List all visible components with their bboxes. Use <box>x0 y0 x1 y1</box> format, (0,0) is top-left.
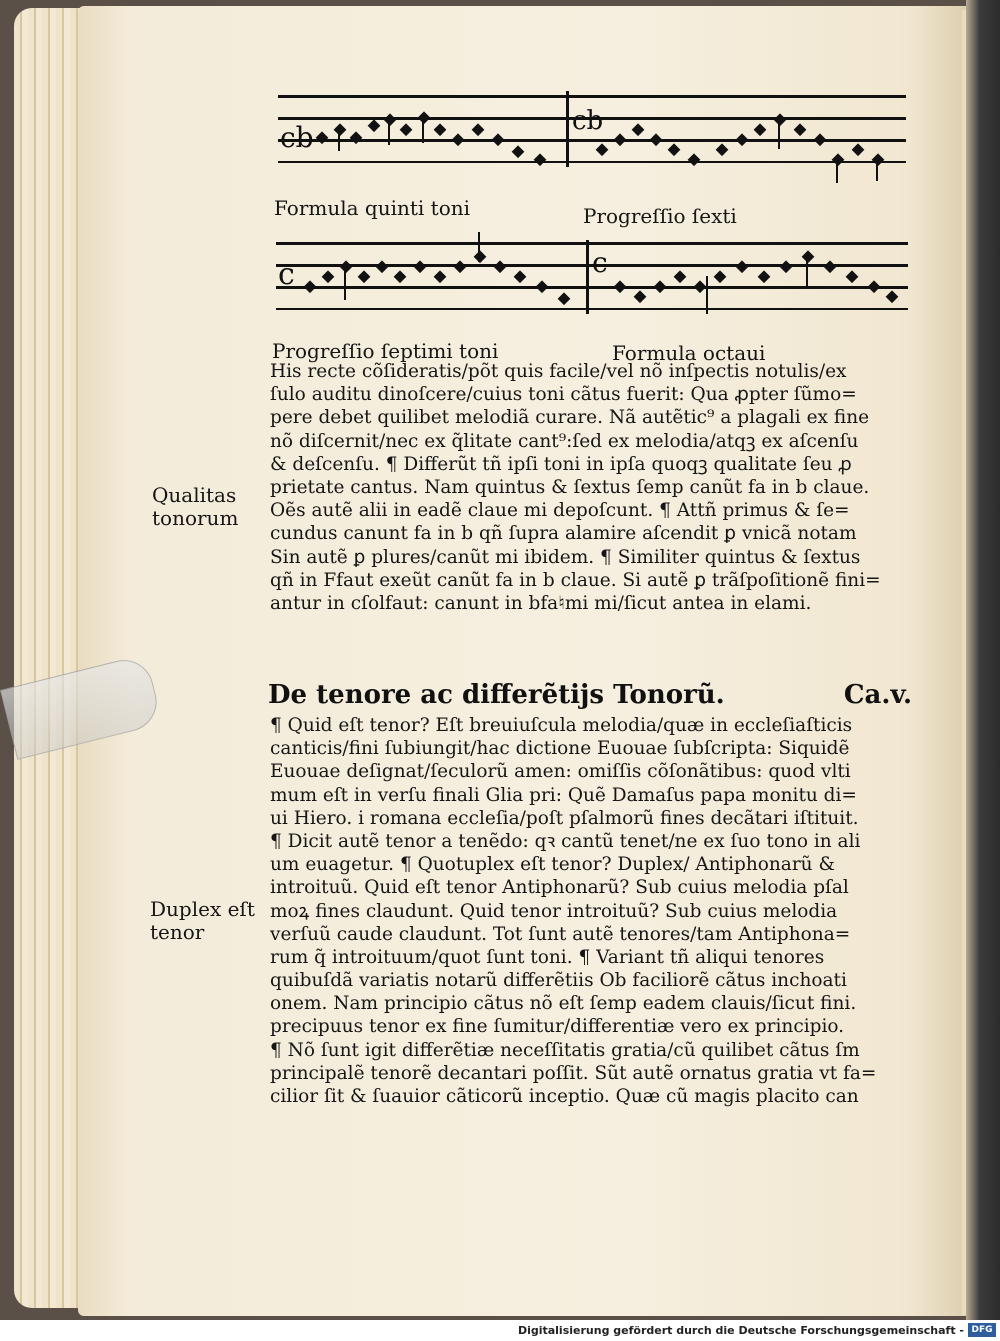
text-line: onem. Nam principio cãtus nõ eſt ſemp eadem clauis/ſicut fini. <box>270 993 857 1015</box>
body-paragraph-2 <box>270 714 910 1108</box>
text-line: cundus canunt fa in b qñ ſupra alamire aſcendit ꝑ vnicã notam <box>270 523 857 545</box>
music-label: Progreſſio ſexti <box>583 204 737 228</box>
dfg-logo: DFG <box>968 1323 996 1337</box>
svg-text:cb: cb <box>572 106 604 136</box>
music-staff-2 <box>276 242 908 310</box>
margin-note-qualitas <box>152 484 238 530</box>
text-line: ¶ Dicit autẽ tenor a tenẽdo: qꝛ cantũ tenet/ne ex ſuo tono in ali <box>270 830 861 852</box>
text-line: qñ in Ffaut exeũt canũt fa in b claue. Si autẽ ꝑ trãſpoſitionẽ fini= <box>270 569 881 591</box>
music-staff-1 <box>278 95 906 163</box>
svg-text:c: c <box>278 257 295 292</box>
svg-text:cb: cb <box>280 121 314 154</box>
text-line: nõ diſcernit/nec ex q̃litate cant⁹:ſed ex melodia/atqꝫ ex aſcenſu <box>270 430 859 452</box>
text-line: antur in cſolfaut: canunt in bfa♮mi mi/ſicut antea in elami. <box>270 592 812 614</box>
text-line: pere debet quilibet melodiã curare. Nã autẽtic⁹ a plagali ex fine <box>270 407 870 429</box>
footer-credit: Digitalisierung gefördert durch die Deutsche Forschungsgemeinschaft - <box>517 1324 964 1337</box>
book-page <box>78 6 980 1316</box>
music-label: Formula octaui <box>612 341 766 365</box>
text-line: moꝝ fines claudunt. Quid tenor introituũ? Sub cuius melodia <box>270 900 838 922</box>
text-line: Euouae deſignat/ſeculorũ amen: omiſſis cõſonãtibus: quod vlti <box>270 761 851 783</box>
text-line: um euagetur. ¶ Quotuplex eſt tenor? Duplex/ Antiphonarũ & <box>270 854 835 876</box>
text-line: cilior ſit & ſuauior cãticorũ inceptio. Quæ cũ magis placito can <box>270 1086 859 1107</box>
body-paragraph-1 <box>270 360 910 615</box>
music-label: Formula quinti toni <box>274 196 471 220</box>
neume-notation <box>276 242 908 310</box>
text-line: Oẽs autẽ alii in eadẽ claue mi depoſcunt. ¶ Attñ primus & ſe= <box>270 500 850 522</box>
music-label: Progreſſio ſeptimi toni <box>272 339 499 363</box>
text-line: mum eſt in verſu finali Glia pri: Quẽ Damaſus papa monitu di= <box>270 784 857 806</box>
chapter-heading <box>268 680 912 710</box>
text-line: ſulo auditu dinoſcere/cuius toni cãtus fuerit: Qua ꝓpter ſũmo= <box>270 384 857 406</box>
text-line: introituũ. Quid eſt tenor Antiphonarũ? Sub cuius melodia pſal <box>270 877 849 899</box>
svg-text:c: c <box>592 246 608 279</box>
text-line: Sin autẽ ꝑ plures/canũt mi ibidem. ¶ Similiter quintus & ſextus <box>270 546 861 568</box>
text-line: ui Hiero. i romana eccleſia/poſt pſalmorũ fines decãtari iſtituit. <box>270 807 859 829</box>
text-line: rum q̃ introituum/quot ſunt toni. ¶ Variant tñ aliqui tenores <box>270 946 825 968</box>
chapter-title: De tenore ac differẽtijs Tonorũ. <box>268 680 725 710</box>
text-line: quibuſdã variatis notarũ differẽtiis Ob faciliorẽ cãtus inchoati <box>270 970 847 992</box>
text-line: & deſcenſu. ¶ Differũt tñ ipſi toni in ipſa quoqꝫ qualitate ſeu ꝓ <box>270 453 852 475</box>
text-line: verſuũ caude claudunt. Tot ſunt autẽ tenores/tam Antiphona= <box>270 923 851 945</box>
text-line: precipuus tenor ex fine ſumitur/differentiæ vero ex principio. <box>270 1016 845 1038</box>
margin-note-line: Qualitas <box>152 483 237 507</box>
chapter-number: Ca.v. <box>843 680 912 710</box>
text-line: ¶ Quid eſt tenor? Eſt breuiuſcula melodia/quæ in eccleſiaſticis <box>270 715 853 736</box>
text-line: canticis/fini ſubiungit/hac dictione Euouae ſubſcripta: Siquidẽ <box>270 738 850 760</box>
margin-note-duplex <box>150 898 255 944</box>
book-binding <box>966 0 1000 1320</box>
neume-notation <box>278 95 906 163</box>
margin-note-line: tonorum <box>152 506 239 530</box>
margin-note-line: tenor <box>150 920 205 944</box>
margin-note-line: Duplex eſt <box>150 897 255 921</box>
text-line: ¶ Nõ ſunt igit differẽtiæ neceſſitatis gratia/cũ quilibet cãtus ſm <box>270 1039 860 1061</box>
text-line: prietate cantus. Nam quintus & ſextus ſemp canũt fa in b claue. <box>270 476 870 498</box>
text-line: principalẽ tenorẽ decantari poſſit. Sũt autẽ ornatus gratia vt fa= <box>270 1062 877 1084</box>
footer-bar <box>0 1320 1000 1341</box>
text-line: His recte cõſideratis/põt quis facile/vel nõ inſpectis notulis/ex <box>270 361 847 382</box>
